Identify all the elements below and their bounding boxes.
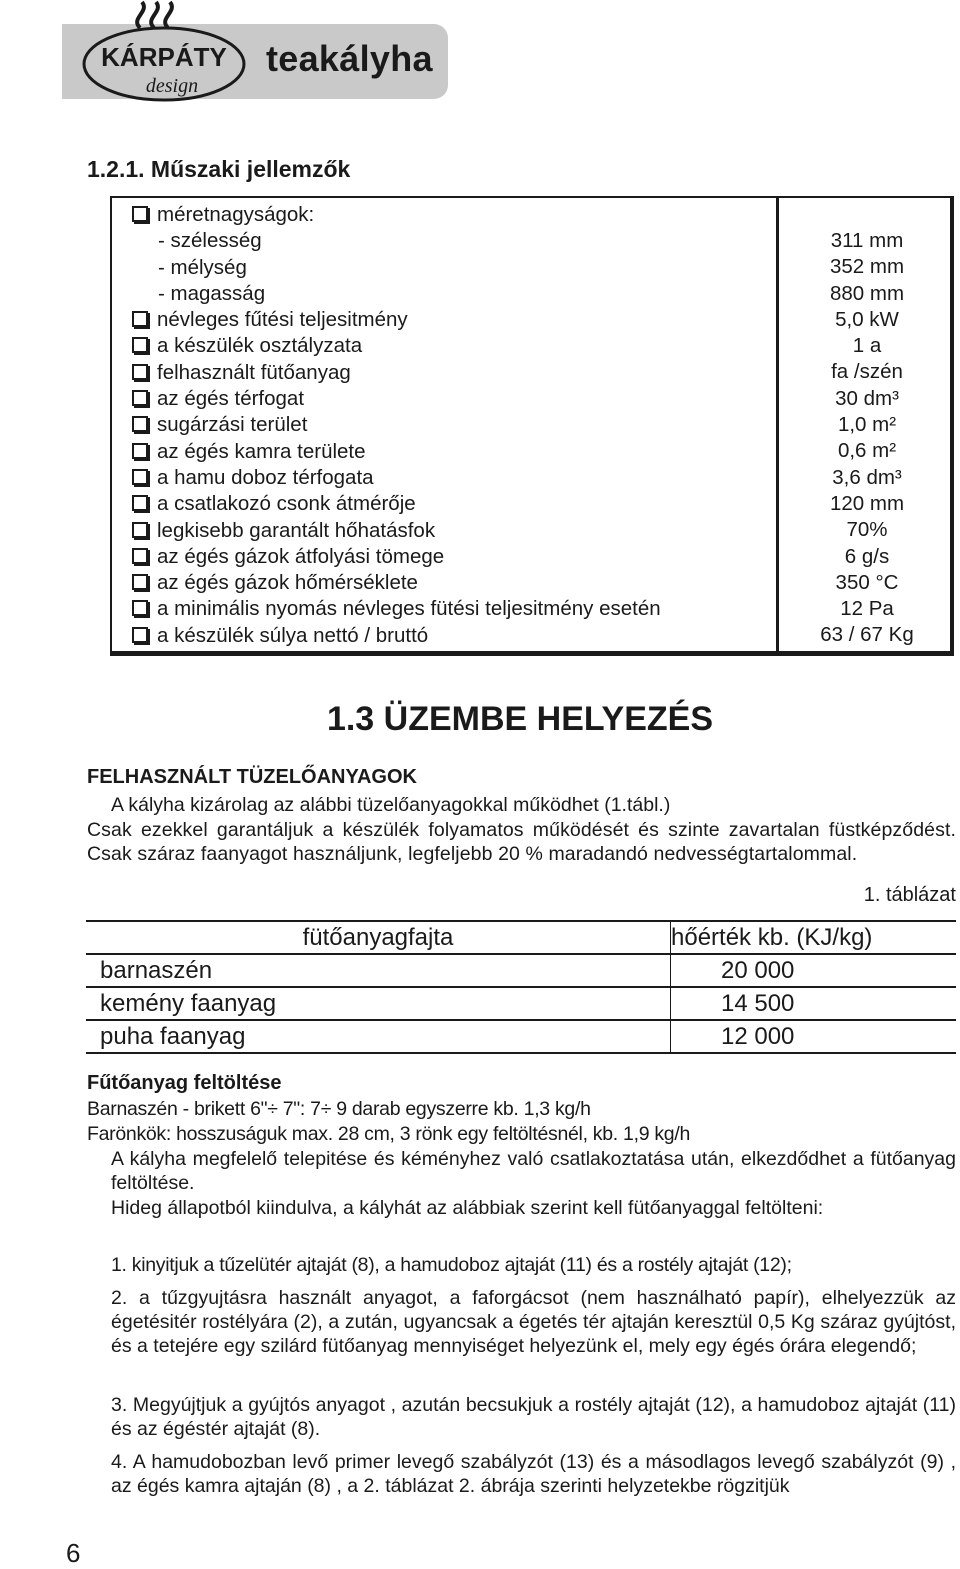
loading-step-3: 3. Megyújtjuk a gyújtós anyagot , azután becsukjuk a rostély ajtaját (12), a hamudoboz ajtaját (11) és az égéstér ajtaját (8). <box>111 1394 956 1440</box>
karpaty-logo <box>80 0 250 106</box>
checkbox-icon <box>132 574 148 590</box>
spec-value: 1 a <box>852 334 882 358</box>
spec-label-item: - magasság <box>158 281 266 305</box>
spec-value: 70% <box>846 518 888 542</box>
fuels-title: FELHASZNÁLT TÜZELŐANYAGOK <box>87 766 417 788</box>
spec-value: 352 mm <box>829 255 905 279</box>
spec-label-item <box>132 412 661 438</box>
table-row <box>86 987 956 1020</box>
spec-value: 12 Pa <box>840 597 894 621</box>
spec-value: 63 / 67 Kg <box>820 623 914 647</box>
fuel-table <box>86 920 956 1054</box>
loading-title: Fűtőanyag feltöltése <box>87 1072 282 1094</box>
spec-label: sugárzási terület <box>157 413 308 437</box>
spec-label-item <box>132 360 661 386</box>
loading-step-4: 4. A hamudobozban levő primer levegő szabályzót (13) és a másodlagos levegő szabályzót (9) , az égés kamra ajtaján (8) , a 2. táblázat 2. ábrája szerinti helyzetekbe rögzitjük <box>111 1451 956 1497</box>
loading-step-2: 2. a tűzgyujtásra használt anyagot, a faforgácsot (nem használható papír), elhelyezzük az égetésitér rostélyára (2), a zután, ugyancsak a égetés tér ajtaján keresztül 0,5 Kg száraz gyújtóst, és a tetejére egy szilárd fütőanyag mennyiséget helyezünk el, mely egy égés órára elegendő; <box>111 1287 956 1357</box>
spec-label-item <box>132 491 661 517</box>
spec-label: az égés térfogat <box>157 387 305 411</box>
spec-label: felhasznált fütőanyag <box>157 360 351 384</box>
spec-value: 5,0 kW <box>835 307 899 331</box>
spec-label-item <box>132 596 661 622</box>
checkbox-icon <box>132 443 148 459</box>
checkbox-icon <box>132 416 148 432</box>
spec-label: a készülék osztályzata <box>157 334 363 358</box>
spec-label: az égés gázok hőmérséklete <box>157 571 418 595</box>
spec-label-item <box>132 202 661 228</box>
checkbox-icon <box>132 522 148 538</box>
spec-value-list <box>780 228 954 649</box>
spec-value: 1,0 m² <box>837 413 897 437</box>
checkbox-icon <box>132 311 148 327</box>
spec-value: fa /szén <box>831 360 903 384</box>
table-cell: 20 000 <box>721 956 795 984</box>
main-heading: 1.3 ÜZEMBE HELYEZÉS <box>326 700 714 738</box>
spec-label-item <box>132 386 661 412</box>
page-number: 6 <box>66 1538 81 1568</box>
loading-step-1: 1. kinyitjuk a tűzelütér ajtaját (8), a hamudoboz ajtaját (11) és a rostély ajtaját (12); <box>111 1254 792 1276</box>
spec-label-item: - szélesség <box>158 229 262 253</box>
spec-value: 120 mm <box>829 491 905 515</box>
table-row <box>86 954 956 987</box>
spec-label-item: - mélység <box>158 255 247 279</box>
spec-label-item <box>132 623 661 649</box>
loading-paragraph-1: A kályha megfelelő telepitése és kéményhez való csatlakoztatása után, elkezdődhet a fütőanyag feltöltése. <box>111 1148 956 1194</box>
spec-label-item <box>132 465 661 491</box>
fuels-intro: A kályha kizárolag az alábbi tüzelőanyagokkal működhet (1.tábl.) <box>111 794 671 816</box>
table-row <box>86 1020 956 1053</box>
checkbox-icon <box>132 627 148 643</box>
spec-value: 311 mm <box>830 229 904 252</box>
spec-label: a csatlakozó csonk átmérője <box>157 492 416 516</box>
spec-label-item <box>132 439 661 465</box>
spec-label-item <box>132 333 661 359</box>
spec-value: 0,6 m² <box>837 439 897 463</box>
section-title: 1.2.1. Műszaki jellemzők <box>87 156 351 182</box>
spec-label-item <box>132 518 661 544</box>
table-header-row <box>86 921 956 954</box>
table-cell: puha faanyag <box>86 1020 671 1053</box>
table-cell: 12 000 <box>721 1022 795 1050</box>
spec-label: a készülék súlya nettó / bruttó <box>157 623 429 647</box>
spec-label: a minimális nyomás névleges fütési teljesitmény esetén <box>157 597 661 621</box>
spec-value: 30 dm³ <box>835 386 899 410</box>
checkbox-icon <box>132 390 148 406</box>
spec-label: az égés gázok átfolyási tömege <box>157 544 445 568</box>
spec-label: a hamu doboz térfogata <box>157 465 374 489</box>
table-header-cell: hőérték kb. (KJ/kg) <box>671 923 873 951</box>
loading-line-logs: Farönkök: hosszuságuk max. 28 cm, 3 rönk egy feltöltésnél, kb. 1,9 kg/h <box>87 1123 691 1145</box>
spec-label-item <box>132 544 661 570</box>
spec-label-list <box>132 202 661 649</box>
logo-text: KÁRPÁTY <box>101 42 227 72</box>
checkbox-icon <box>132 364 148 380</box>
table-cell: kemény faanyag <box>86 987 671 1020</box>
spec-label: az égés kamra területe <box>157 439 366 463</box>
checkbox-icon <box>132 600 148 616</box>
table-cell: barnaszén <box>86 954 671 987</box>
checkbox-icon <box>132 548 148 564</box>
checkbox-icon <box>132 495 148 511</box>
fuels-paragraph: Csak ezekkel garantáljuk a készülék folyamatos működését és szinte zavartalan füstképződést. Csak száraz faanyagot használjunk, legfeljebb 20 % maradandó nedvességtartalommal. <box>87 819 956 865</box>
table-cell: 14 500 <box>721 989 795 1017</box>
spec-label-item <box>132 307 661 333</box>
spec-divider <box>776 196 779 656</box>
spec-label: legkisebb garantált hőhatásfok <box>157 518 436 542</box>
spec-value: 3,6 dm³ <box>832 465 902 489</box>
checkbox-icon <box>132 206 148 222</box>
checkbox-icon <box>132 469 148 485</box>
spec-label-item <box>132 570 661 596</box>
spec-label: névleges fűtési teljesitmény <box>157 308 408 332</box>
brand-title: teakályha <box>266 38 433 79</box>
spec-value: 6 g/s <box>844 544 890 568</box>
spec-label: méretnagyságok: <box>157 203 315 226</box>
loading-line-coal: Barnaszén - brikett 6"÷ 7": 7÷ 9 darab egyszerre kb. 1,3 kg/h <box>87 1098 591 1120</box>
table-header-cell: fütőanyagfajta <box>86 921 671 954</box>
loading-paragraph-2: Hideg állapotból kiindulva, a kályhát az alábbiak szerint kell fütőanyaggal feltölteni: <box>111 1197 824 1219</box>
table-caption: 1. táblázat <box>863 884 956 906</box>
spec-value: 880 mm <box>829 281 905 305</box>
checkbox-icon <box>132 337 148 353</box>
spec-value: 350 °C <box>835 570 899 594</box>
logo-subtext: design <box>145 75 199 97</box>
